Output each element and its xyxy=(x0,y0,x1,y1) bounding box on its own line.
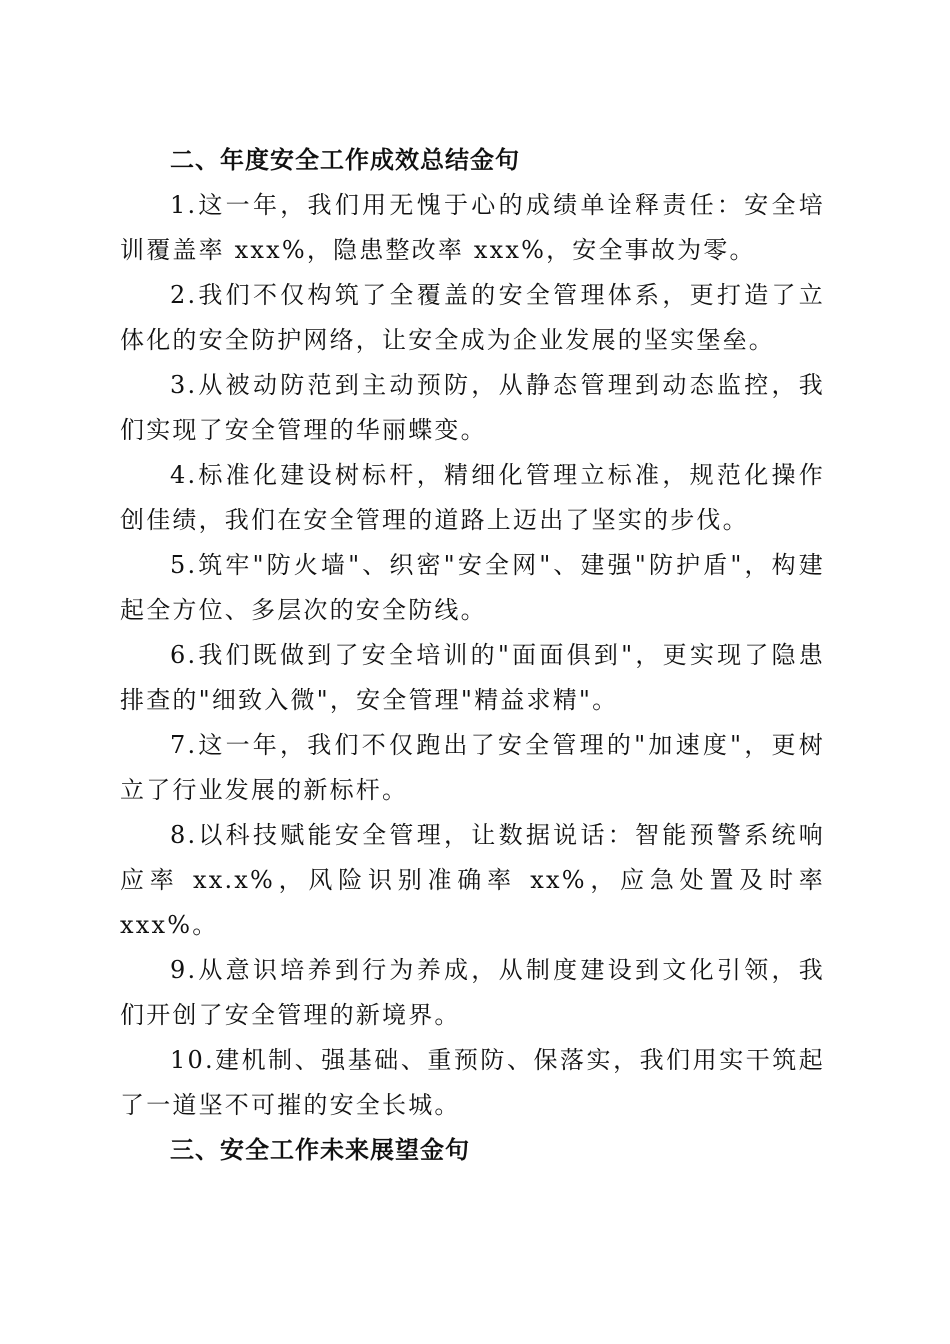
list-item: 1.这一年，我们用无愧于心的成绩单诠释责任：安全培训覆盖率 xxx%，隐患整改率 xxx%，安全事故为零。 xyxy=(120,191,825,264)
list-item: 8.以科技赋能安全管理，让数据说话：智能预警系统响应率 xx.x%，风险识别准确率 xx%，应急处置及时率 xxx%。 xyxy=(120,821,825,939)
list-item: 7.这一年，我们不仅跑出了安全管理的"加速度"，更树立了行业发展的新标杆。 xyxy=(120,731,825,804)
list-item: 2.我们不仅构筑了全覆盖的安全管理体系，更打造了立体化的安全防护网络，让安全成为企业发展的坚实堡垒。 xyxy=(120,281,825,354)
list-item: 5.筑牢"防火墙"、织密"安全网"、建强"防护盾"，构建起全方位、多层次的安全防线。 xyxy=(120,551,825,624)
list-item: 6.我们既做到了安全培训的"面面俱到"，更实现了隐患排查的"细致入微"，安全管理"精益求精"。 xyxy=(120,641,825,714)
list-item: 9.从意识培养到行为养成，从制度建设到文化引领，我们开创了安全管理的新境界。 xyxy=(120,956,825,1029)
list-item: 3.从被动防范到主动预防，从静态管理到动态监控，我们实现了安全管理的华丽蝶变。 xyxy=(120,371,825,444)
document-body xyxy=(120,138,825,1173)
list-item: 10.建机制、强基础、重预防、保落实，我们用实干筑起了一道坚不可摧的安全长城。 xyxy=(120,1046,825,1119)
section-heading: 三、安全工作未来展望金句 xyxy=(170,1136,470,1164)
section-heading: 二、年度安全工作成效总结金句 xyxy=(170,146,520,174)
list-item: 4.标准化建设树标杆，精细化管理立标准，规范化操作创佳绩，我们在安全管理的道路上迈出了坚实的步伐。 xyxy=(120,461,825,534)
